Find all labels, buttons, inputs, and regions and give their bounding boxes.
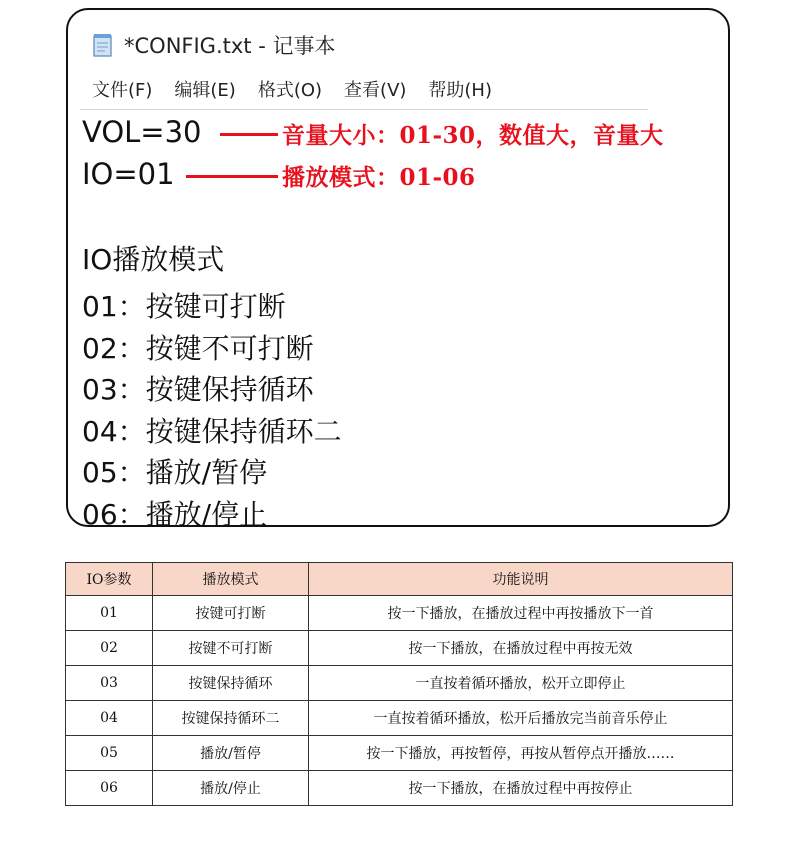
- cell-mode: 播放/停止: [153, 771, 309, 806]
- cell-desc: 一直按着循环播放，松开后播放完当前音乐停止: [309, 701, 733, 736]
- io-annotation: 播放模式：01-06: [282, 164, 476, 191]
- menu-help[interactable]: 帮助(H): [428, 80, 492, 101]
- mode-item: 06：播放/停止: [82, 497, 268, 531]
- table-row: [66, 596, 733, 631]
- cell-io: 06: [66, 771, 153, 806]
- config-io-line: IO=01: [82, 157, 175, 191]
- cell-desc: 按一下播放，再按暂停，再按从暂停点开播放……: [309, 736, 733, 771]
- cell-io: 01: [66, 596, 153, 631]
- cell-mode: 按键可打断: [153, 596, 309, 631]
- notepad-icon: [92, 33, 114, 57]
- cell-io: 02: [66, 631, 153, 666]
- config-vol-line: VOL=30: [82, 115, 202, 149]
- cell-desc: 按一下播放，在播放过程中再按停止: [309, 771, 733, 806]
- mode-heading: IO播放模式: [82, 243, 225, 276]
- menu-edit[interactable]: 编辑(E): [174, 80, 236, 101]
- title-bar: [92, 30, 335, 60]
- table-row: [66, 771, 733, 806]
- cell-io: 04: [66, 701, 153, 736]
- vol-annotation: 音量大小：01-30，数值大，音量大: [282, 122, 664, 149]
- cell-desc: 一直按着循环播放，松开立即停止: [309, 666, 733, 701]
- io-mode-table: [65, 562, 733, 806]
- table-row: [66, 666, 733, 701]
- notepad-window: [66, 8, 730, 531]
- window-title: *CONFIG.txt - 记事本: [124, 34, 336, 58]
- menu-divider: [80, 109, 648, 110]
- cell-mode: 按键不可打断: [153, 631, 309, 666]
- header-play-mode: 播放模式: [153, 563, 309, 596]
- table-row: [66, 701, 733, 736]
- menu-bar: [92, 76, 492, 102]
- vol-annotation-line: [220, 133, 278, 136]
- mode-item: 05：播放/暂停: [82, 456, 268, 490]
- menu-view[interactable]: 查看(V): [344, 80, 407, 101]
- cell-mode: 按键保持循环二: [153, 701, 309, 736]
- cell-io: 03: [66, 666, 153, 701]
- cell-desc: 按一下播放，在播放过程中再按播放下一首: [309, 596, 733, 631]
- mode-list: [82, 286, 342, 536]
- cell-io: 05: [66, 736, 153, 771]
- table-row: [66, 631, 733, 666]
- header-io-param: IO参数: [66, 563, 153, 596]
- menu-file[interactable]: 文件(F): [92, 80, 153, 101]
- header-description: 功能说明: [309, 563, 733, 596]
- mode-item: 02：按键不可打断: [82, 331, 314, 365]
- menu-format[interactable]: 格式(O): [257, 80, 323, 101]
- table-row: [66, 736, 733, 771]
- mode-item: 03：按键保持循环: [82, 373, 314, 407]
- io-annotation-line: [186, 175, 278, 178]
- cell-mode: 播放/暂停: [153, 736, 309, 771]
- mode-item: 01：按键可打断: [82, 290, 286, 323]
- table-header-row: [66, 563, 733, 596]
- cell-mode: 按键保持循环: [153, 666, 309, 701]
- cell-desc: 按一下播放，在播放过程中再按无效: [309, 631, 733, 666]
- mode-item: 04：按键保持循环二: [82, 414, 342, 448]
